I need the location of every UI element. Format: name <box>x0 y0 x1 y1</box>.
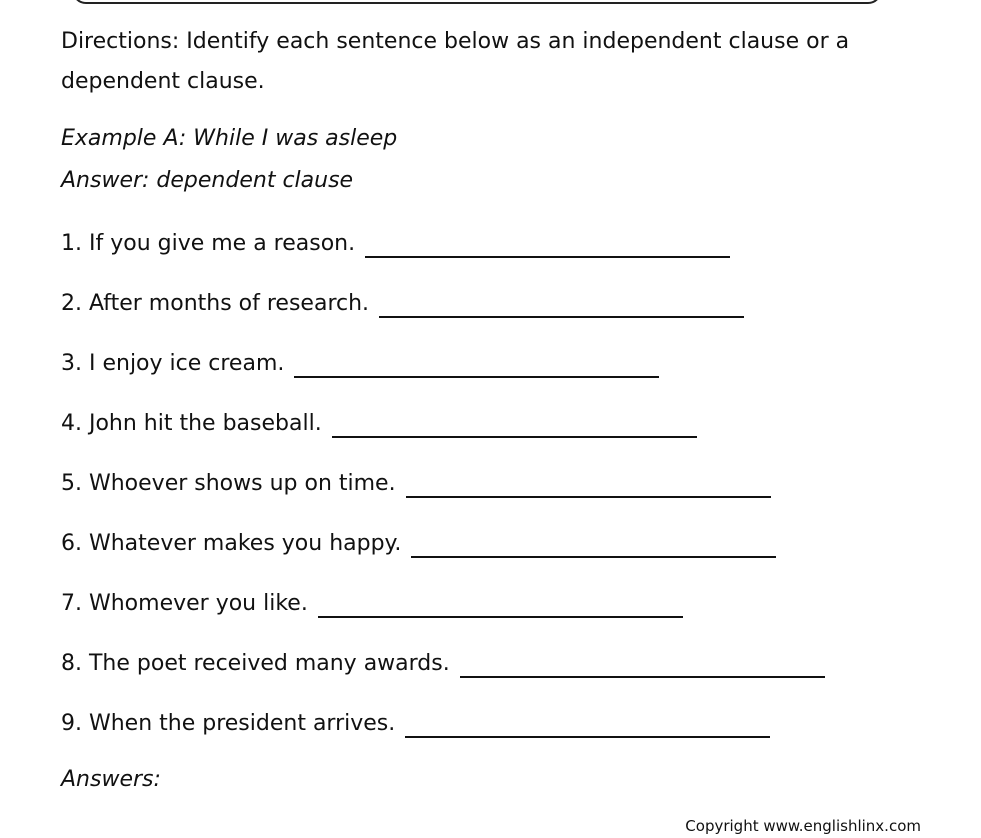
answer-blank[interactable] <box>332 436 697 438</box>
question-list <box>61 214 941 754</box>
copyright-text: Copyright www.englishlinx.com <box>685 817 921 835</box>
answer-blank[interactable] <box>411 556 776 558</box>
answer-blank[interactable] <box>365 256 730 258</box>
answer-blank[interactable] <box>460 676 825 678</box>
example-prompt: Example A: While I was asleep <box>61 126 398 151</box>
question-text: 2. After months of research. <box>61 291 370 316</box>
question-item-4 <box>61 394 941 454</box>
question-item-8 <box>61 634 941 694</box>
answer-blank[interactable] <box>318 616 683 618</box>
question-item-6 <box>61 514 941 574</box>
worksheet-content <box>61 22 941 800</box>
answer-blank[interactable] <box>379 316 744 318</box>
question-item-9 <box>61 694 941 754</box>
header-frame-border <box>72 0 882 4</box>
question-text: 4. John hit the baseball. <box>61 411 322 436</box>
question-text: 9. When the president arrives. <box>61 711 396 736</box>
answer-blank[interactable] <box>294 376 659 378</box>
question-text: 7. Whomever you like. <box>61 591 308 616</box>
answer-blank[interactable] <box>406 496 771 498</box>
question-item-7 <box>61 574 941 634</box>
directions-text: Directions: Identify each sentence below as an independent clause or a dependent clause. <box>61 29 850 94</box>
question-text: 6. Whatever makes you happy. <box>61 531 402 556</box>
question-item-3 <box>61 334 941 394</box>
question-text: 3. I enjoy ice cream. <box>61 351 285 376</box>
question-item-5 <box>61 454 941 514</box>
example-answer: Answer: dependent clause <box>61 168 354 193</box>
question-text: 1. If you give me a reason. <box>61 231 356 256</box>
answers-label: Answers: <box>61 767 161 792</box>
answer-blank[interactable] <box>405 736 770 738</box>
question-text: 8. The poet received many awards. <box>61 651 450 676</box>
question-text: 5. Whoever shows up on time. <box>61 471 396 496</box>
question-item-1 <box>61 214 941 274</box>
question-item-2 <box>61 274 941 334</box>
example-block <box>61 118 941 202</box>
